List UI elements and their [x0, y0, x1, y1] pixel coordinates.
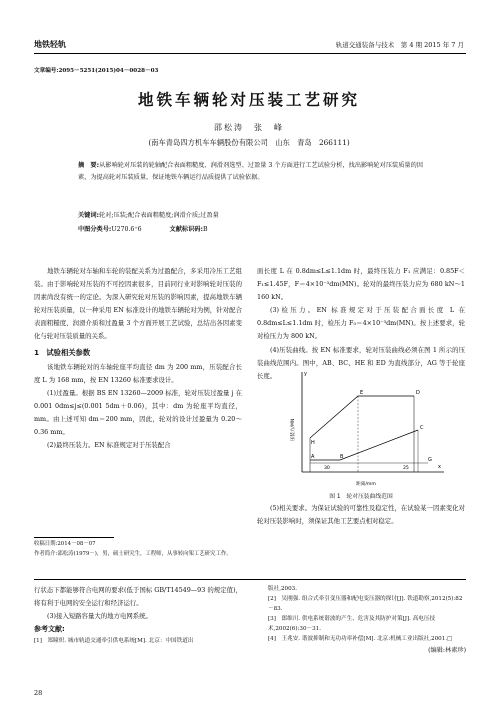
requirements-paragraph: (5)相关要求。为保证试验的可靠性及稳定性，在试验某一因素变化对轮对压装影响时，须保证其他工艺要点相对稳定。 — [257, 504, 465, 526]
x-axis-label: 距离/mm — [356, 482, 376, 487]
interference-paragraph: (1)过盈量。根据 BS EN 13260—2009 标准，轮对压装过盈量 j 在 0.001 0dm≤j≤(0.001 5dm＋0.06)，其中：dm 为轮座平均直径，mm。由上述可知 dm＝200 mm，因此，轮对的设计过盈量为 0.20～0.36 mm。 — [34, 388, 242, 437]
footnote-rule — [34, 537, 114, 538]
doc-code-label: 文献标识码: — [169, 226, 203, 233]
reference-2: [2] 吴刚强. 组合式牵引变压器和配电变压器的探讨[J]. 铁道勘察,2012(5):82－83. — [268, 596, 463, 612]
footnote — [34, 540, 242, 559]
point-A: A — [311, 454, 315, 460]
intro-paragraph: 地铁车辆轮对车轴和车轮的装配关系为过盈配合，多采用冷压工艺组装。由于影响轮对压装的不可控因素很多，目前同行业对影响轮对压装的因素尚没有统一的定论。为深入研究轮对压装的影响因素，提高地铁车辆轮对压装质量，以一种采用 EN 标准设计的地铁车辆轮对为例，针对配合表面粗糙度、润滑介质和过盈量 3 个方面开展工艺试验，总结出各因素变化与轮对压装质量的关系。 — [34, 267, 242, 341]
keywords-label: 关键词: — [78, 212, 100, 219]
y-axis-label: 压装力/MN — [291, 418, 296, 442]
press-force-paragraph: (2)最终压装力。EN 标准规定对于压装配合 — [47, 441, 171, 450]
x-letter: x — [438, 464, 441, 470]
point-E: E — [360, 390, 364, 396]
right-column — [257, 265, 465, 383]
clc-label: 中图分类号: — [78, 226, 112, 233]
paper-title: 地铁车辆轮对压装工艺研究 — [137, 90, 360, 109]
clc-value: U270.6⁺6 — [111, 226, 142, 233]
lower-envelope — [310, 430, 418, 460]
y-letter: y — [304, 371, 307, 377]
upper-envelope — [310, 396, 414, 438]
point-H: H — [311, 440, 315, 446]
param-paragraph: 该地铁车辆轮对的车轴轮座平均直径 dm 为 200 mm，压装配合长度 L 为 168 mm，按 EN 13260 标准要求设计。 — [34, 362, 242, 384]
journal-info: 轨道交通装备与技术 第 4 期 2015 年 7 月 — [335, 41, 464, 49]
point-C: C — [420, 425, 424, 431]
curve-paragraph: (4)压装曲线。按 EN 标准要求，轮对压装曲线必须在图 1 所示的压装曲线范围内。图中，AB、BC、HE 和 ED 为直线部分，AG 等于轮座长度。 — [257, 345, 465, 380]
keywords-text: 轮对;压装;配合表面粗糙度;润滑介质;过盈量 — [99, 212, 219, 219]
dimension-30: 30 — [324, 466, 330, 471]
abstract — [78, 160, 423, 184]
article-separator — [34, 579, 466, 580]
classification — [78, 224, 423, 233]
prev-article-point: (3)接入短路容量大的地方电网系统。 — [47, 612, 152, 621]
header-rule — [34, 53, 466, 54]
figure-caption: 图 1 轮对压装曲线范围 — [329, 494, 393, 500]
keywords — [78, 210, 423, 222]
prev-article-tail — [34, 584, 242, 646]
press-curve-figure — [280, 368, 450, 488]
article-number: 文章编号:2095－5251(2015)04－0028－03 — [34, 68, 159, 74]
editor-note: (编辑:林素珍) — [428, 647, 466, 654]
journal-section: 地铁轻轨 — [34, 39, 66, 49]
references-right — [268, 584, 466, 656]
point-B: B — [340, 454, 344, 460]
reference-4: [4] 王兆安. 谐波抑制和无功功率补偿[M]. 北京:机械工业出版社,2001.□ — [268, 636, 453, 642]
abstract-text: 从影响轮对压装的轮轴配合表面粗糙度、润滑剂选型、过盈量 3 个方面进行工艺试验分析，找出影响轮对压装质量的因素，为提高轮对压装质量，保证地铁车辆运行品质提供了试验依据。 — [78, 162, 423, 181]
point-G: G — [428, 457, 432, 463]
reference-1-cont: 版社,2003. — [268, 586, 297, 592]
doc-code-value: B — [202, 226, 208, 233]
page-number: 28 — [34, 689, 43, 697]
authors: 邵松涛 张 峰 — [214, 123, 284, 132]
abstract-label: 摘 要: — [78, 162, 100, 169]
affiliation: (南车青岛四方机车车辆股份有限公司 山东 青岛 266111) — [148, 138, 350, 147]
right-column-cont — [257, 502, 465, 528]
reference-1: [1] 郑瞳炽. 城市轨道交通牵引供电系统[M]. 北京：中国铁道出 — [34, 638, 194, 645]
received-date: 收稿日期:2014－08－07 — [34, 541, 96, 547]
section-heading: 1 试验相关参数 — [34, 347, 91, 357]
left-column — [34, 265, 242, 452]
author-bio: 作者简介:邵松涛(1979－)，男，硕士研究生，工程师，从事转向架工艺研究工作。 — [34, 550, 232, 557]
check-force-paragraph: (3)检压力。EN 标准规定对于压装配合面长度 L 在 0.8dm≤L≤1.1dm 时，检压力 F₀＝4×10⁻³dm(MN)。按上述要求，轮对检压力为 800 kN。 — [257, 306, 465, 341]
dimension-25: 25 — [403, 466, 409, 471]
press-force-cont: 面长度 L 在 0.8dm≤L≤1.1dm 时，最终压装力 F₁ 应满足：0.85F＜F₁≤1.45F，F＝4×10⁻³dm(MN)。轮对的最终压装力应为 680 kN～1 160 kN。 — [257, 267, 465, 302]
prev-article-text: 行状态下都能够符合电网的要求(低于国标 GB/T14549—93 的规定值)，将有利于电网的安全运行和经济运行。 — [34, 586, 242, 608]
reference-3: [3] 郎维川. 供电系统谐波的产生、危害及其防护对策[J]. 高电压技术,2002(6):30－31. — [268, 616, 436, 632]
point-D: D — [416, 390, 420, 396]
references-heading: 参考文献: — [34, 625, 65, 634]
